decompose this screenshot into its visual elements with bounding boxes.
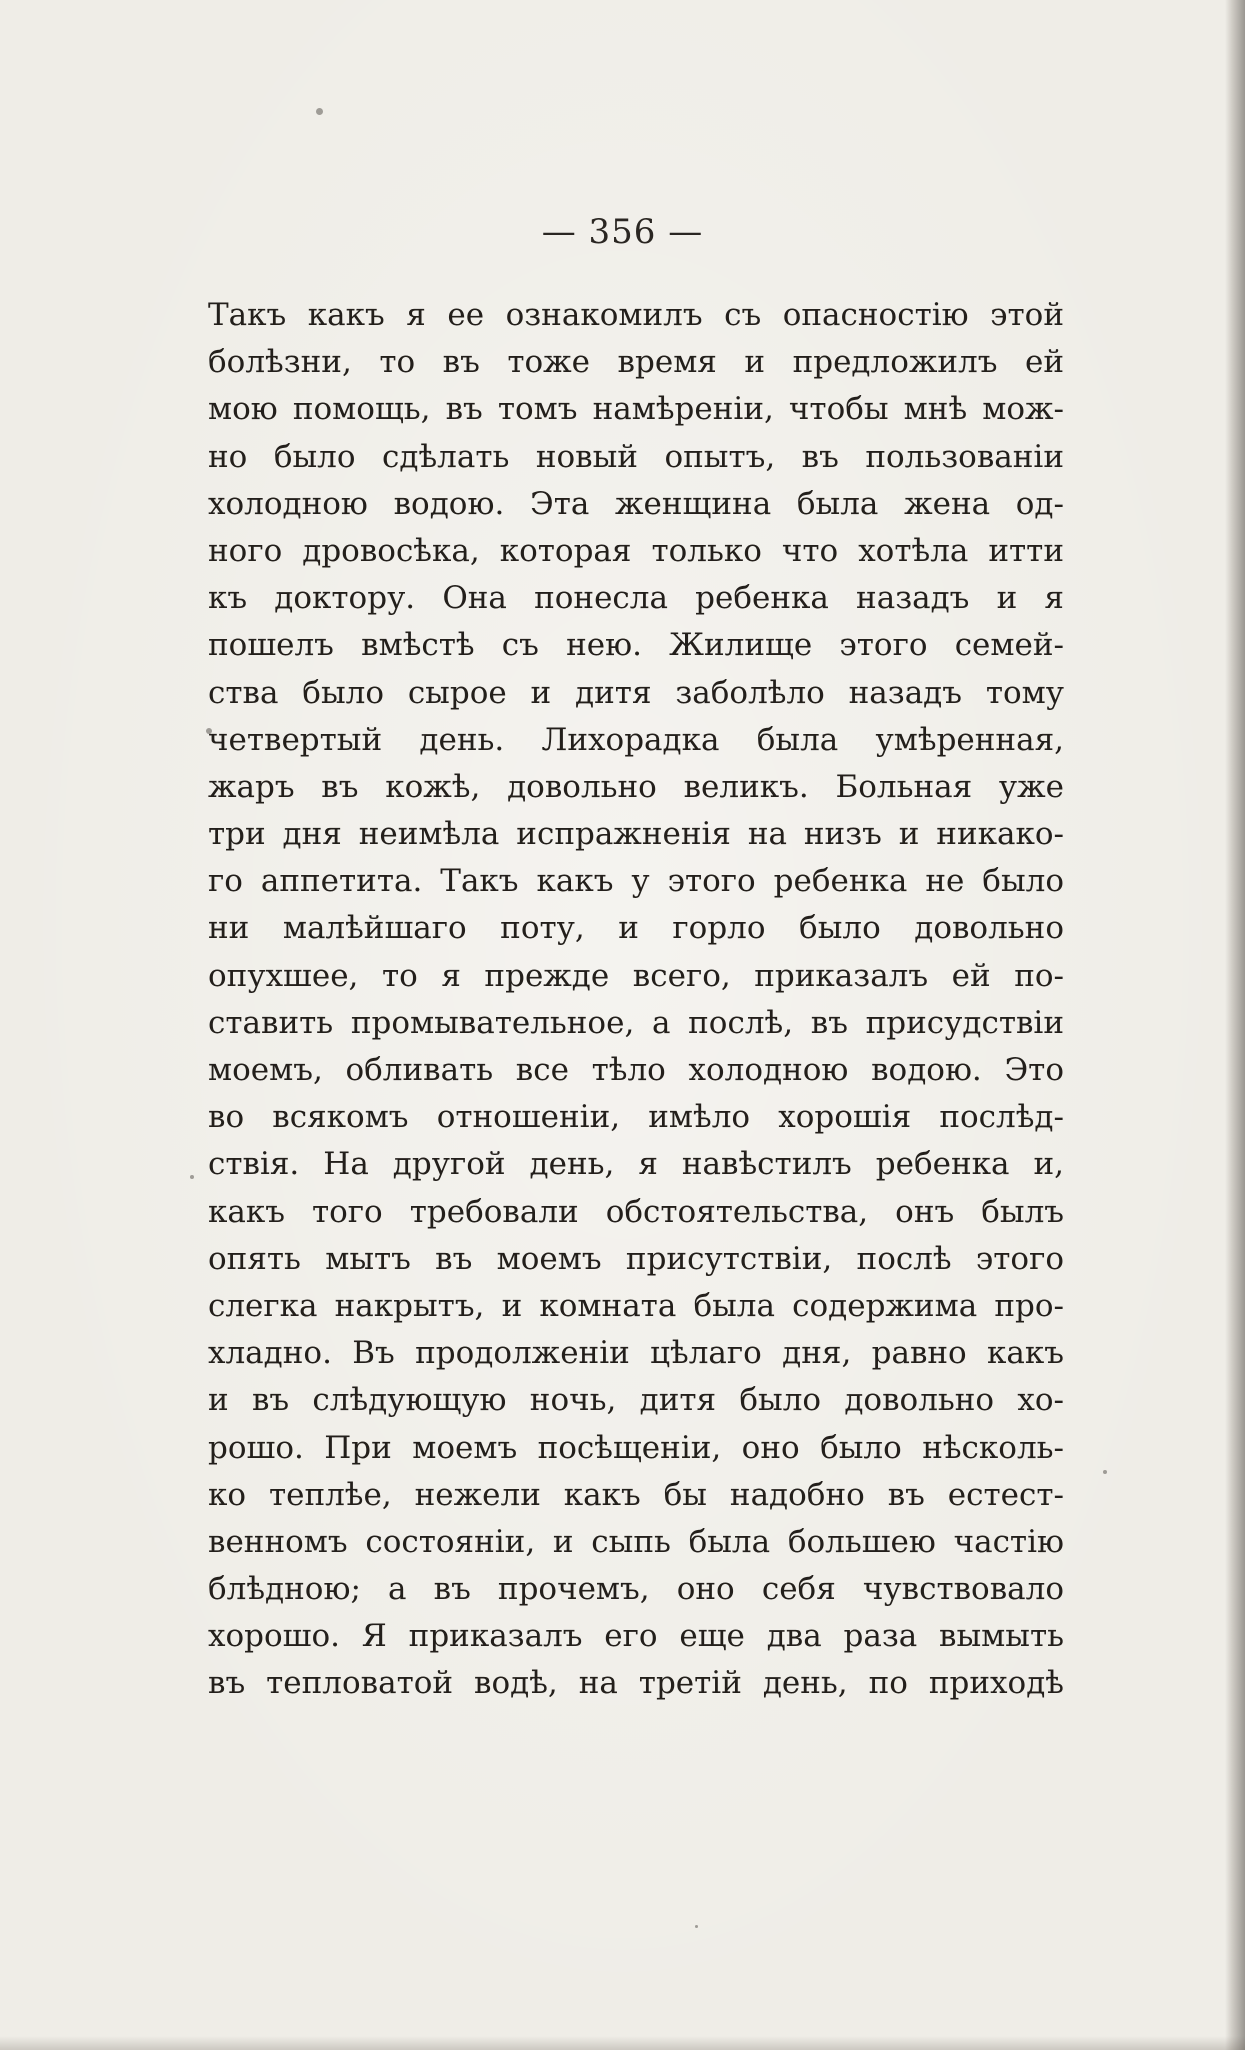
text-line: хорошо. Я приказалъ его еще два раза вымыть (208, 1618, 1064, 1655)
text-line: какъ того требовали обстоятельства, онъ былъ (208, 1193, 1064, 1230)
text-line: три дня неимѣла испражненія на низъ и никако- (208, 816, 1064, 853)
page-bottom-shadow (0, 2036, 1245, 2050)
text-line: холодною водою. Эта женщина была жена од- (208, 485, 1064, 522)
text-line: моемъ, обливать все тѣло холодною водою. Это (208, 1052, 1064, 1088)
paper-speck (695, 1925, 698, 1928)
text-line: жаръ въ кожѣ, довольно великъ. Больная уже (208, 768, 1064, 805)
text-line: блѣдною; а въ прочемъ, оно себя чувствовало (208, 1571, 1064, 1608)
text-line: хладно. Въ продолженіи цѣлаго дня, равно какъ (208, 1335, 1064, 1372)
text-line: во всякомъ отношеніи, имѣло хорошія послѣд- (208, 1099, 1064, 1136)
text-line: ставить промывательное, а послѣ, въ присудствіи (208, 1004, 1064, 1041)
paper-speck (1103, 1470, 1107, 1474)
paper-speck (190, 1175, 194, 1179)
text-line: ни малѣйшаго поту, и горло было довольно (208, 910, 1064, 947)
text-line: въ тепловатой водѣ, на третій день, по приходѣ (208, 1665, 1064, 1702)
paper-speck (316, 108, 323, 115)
text-line: но было сдѣлать новый опытъ, въ пользованіи (208, 438, 1064, 475)
text-line: четвертый день. Лихорадка была умѣренная, (208, 721, 1064, 758)
text-line: мою помощь, въ томъ намѣреніи, чтобы мнѣ мож- (208, 391, 1064, 428)
body-text (208, 292, 1064, 1708)
text-line: венномъ состояніи, и сыпь была большею частію (208, 1523, 1064, 1560)
text-line: къ доктору. Она понесла ребенка назадъ и я (208, 580, 1064, 617)
text-line: опять мытъ въ моемъ присутствіи, послѣ этого (208, 1240, 1064, 1277)
text-line: опухшее, то я прежде всего, приказалъ ей по- (208, 957, 1064, 994)
text-line: го аппетита. Такъ какъ у этого ребенка не было (208, 863, 1064, 900)
text-line: ства было сырое и дитя заболѣло назадъ тому (208, 674, 1064, 711)
page-edge-shadow (1225, 0, 1245, 2050)
text-line: слегка накрытъ, и комната была содержима про- (208, 1287, 1064, 1324)
text-line: болѣзни, то въ тоже время и предложилъ ей (208, 344, 1064, 381)
page-number: — 356 — (541, 212, 704, 252)
text-line: ко теплѣе, нежели какъ бы надобно въ естест- (208, 1476, 1064, 1513)
text-line: ствія. На другой день, я навѣстилъ ребенка и, (208, 1146, 1064, 1183)
text-line: и въ слѣдующую ночь, дитя было довольно хо- (208, 1382, 1064, 1419)
text-line: ного дровосѣка, которая только что хотѣла итти (208, 532, 1064, 569)
text-line: рошо. При моемъ посѣщеніи, оно было нѣсколь- (208, 1429, 1064, 1466)
text-line: пошелъ вмѣстѣ съ нею. Жилище этого семей- (208, 627, 1064, 664)
text-line: Такъ какъ я ее ознакомилъ съ опасностію этой (208, 297, 1064, 333)
